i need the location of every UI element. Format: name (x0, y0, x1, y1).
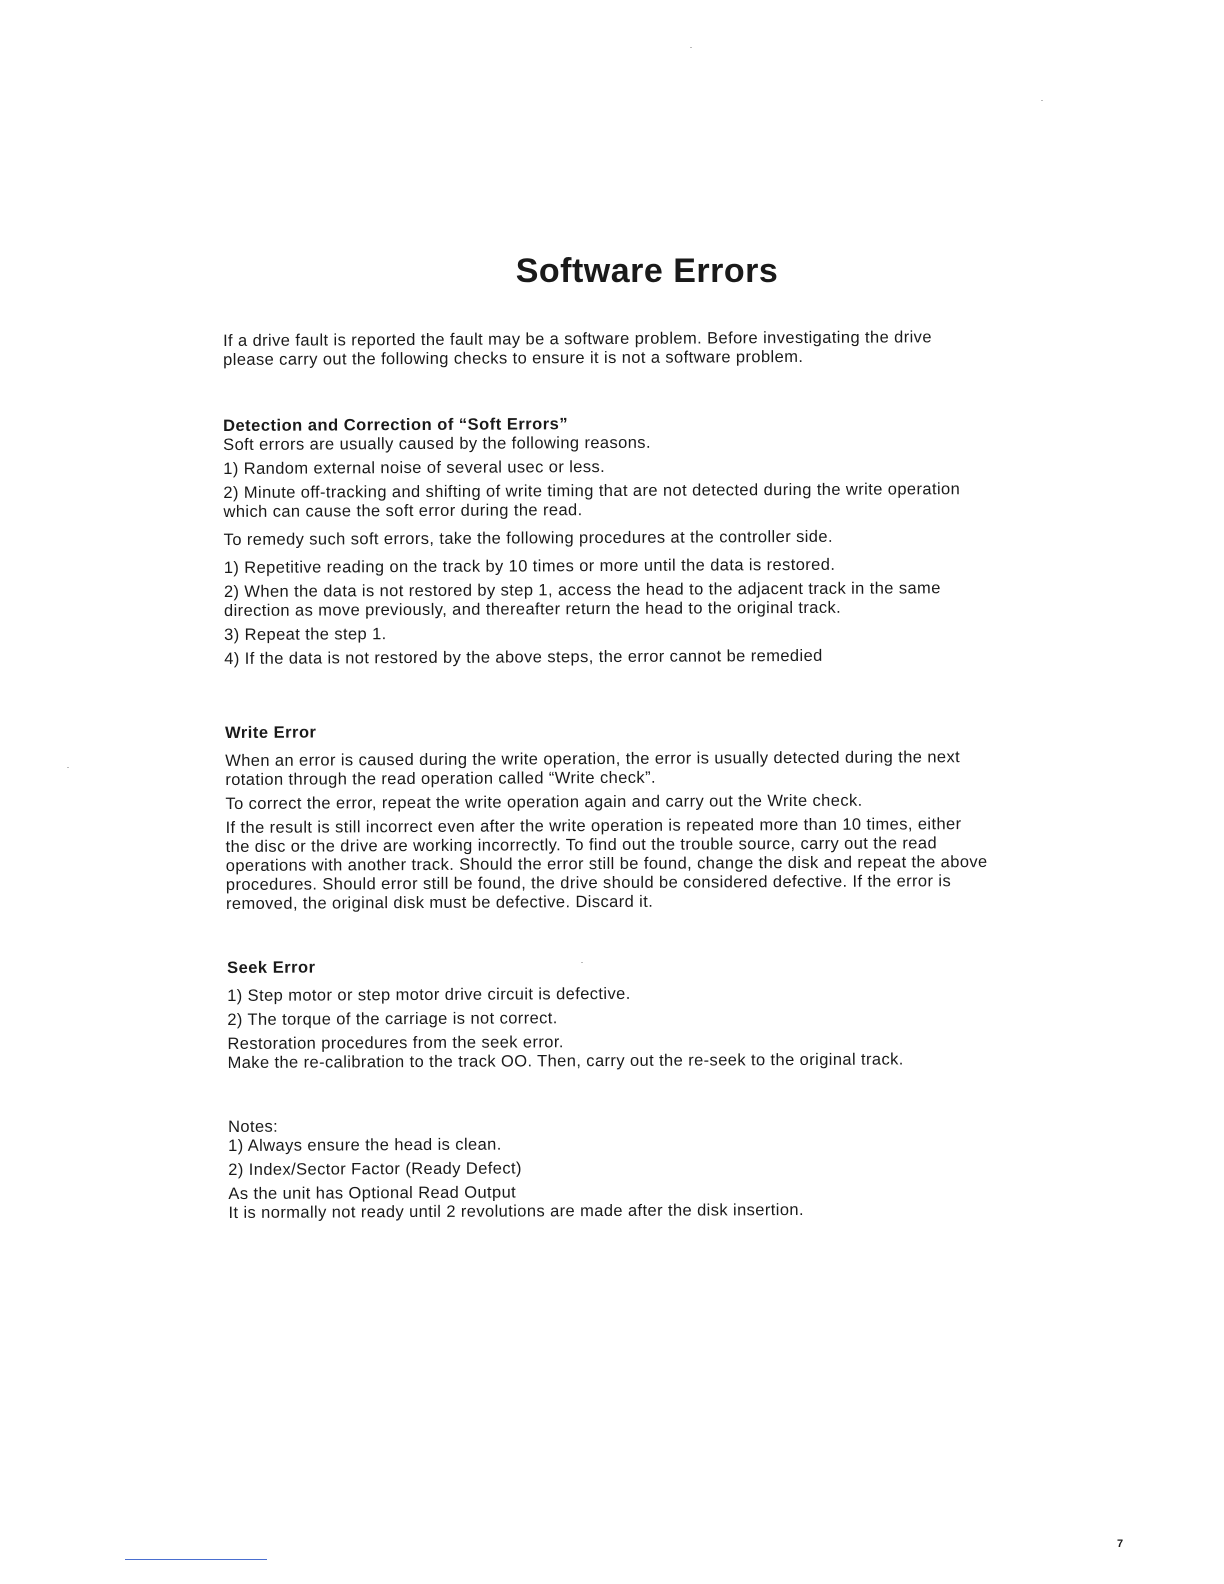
section-heading: Write Error (225, 723, 317, 742)
section-heading: Seek Error (227, 958, 316, 977)
text-line: direction as move previously, and thereafter return the head to the original track. (223, 598, 842, 620)
seek-error-section (227, 954, 1098, 1073)
text-line: To remedy such soft errors, take the following procedures at the controller side. (223, 527, 833, 549)
list-item: 1) Random external noise of several usec or less. (223, 458, 606, 478)
text-line: When an error is caused during the write operation, the error is usually detected during the next (225, 748, 961, 770)
text-line: Make the re-calibration to the track OO. Then, carry out the re-seek to the original track. (227, 1050, 904, 1072)
list-item: 2) The torque of the carriage is not correct. (227, 1009, 558, 1029)
list-item: 1) Repetitive reading on the track by 10 times or more until the data is restored. (223, 555, 836, 577)
list-item: 2) When the data is not restored by step 1, access the head to the adjacent track in the same (223, 579, 941, 601)
text-line: procedures. Should error still be found, the drive should be considered defective. If the error is (225, 872, 952, 894)
list-item: 1) Always ensure the head is clean. (228, 1135, 502, 1155)
text-line: operations with another track. Should the error still be found, change the disk and repeat the above (225, 853, 988, 875)
text-line: To correct the error, repeat the write operation again and carry out the Write check. (225, 791, 863, 813)
section-heading: Detection and Correction of “Soft Errors” (223, 415, 569, 435)
text-line: It is normally not ready until 2 revolutions are made after the disk insertion. (228, 1200, 804, 1222)
text-line: which can cause the soft error during the read. (223, 501, 583, 521)
page-number: 7 (1117, 1538, 1124, 1550)
page-title: Software Errors (515, 252, 779, 290)
list-item: 1) Step motor or step motor drive circuit is defective. (227, 984, 631, 1005)
soft-errors-section (223, 412, 1094, 669)
intro-paragraph (223, 327, 1093, 370)
text-line: If the result is still incorrect even after the write operation is repeated more than 10 times, either (225, 815, 962, 837)
text-line: removed, the original disk must be defective. Discard it. (225, 892, 654, 913)
text-line: Restoration procedures from the seek error. (227, 1033, 564, 1053)
list-item: 2) Minute off-tracking and shifting of write timing that are not detected during the write operation (223, 480, 961, 502)
scan-speck (1041, 100, 1043, 101)
text-line: If a drive fault is reported the fault may be a software problem. Before investigating the drive (223, 328, 932, 350)
text-line: please carry out the following checks to ensure it is not a software problem. (223, 347, 804, 369)
write-error-section (225, 719, 1096, 914)
list-item: 2) Index/Sector Factor (Ready Defect) (228, 1159, 522, 1179)
footer-rule (125, 1559, 267, 1560)
notes-section (228, 1113, 1099, 1223)
list-item: 4) If the data is not restored by the above steps, the error cannot be remedied (224, 646, 823, 668)
list-item: 3) Repeat the step 1. (224, 625, 387, 644)
text-line: Soft errors are usually caused by the following reasons. (223, 433, 651, 454)
scan-speck (67, 767, 69, 768)
text-line: the disc or the drive are working incorrectly. To find out the trouble source, carry out the read (225, 834, 938, 856)
scan-speck (690, 47, 692, 48)
text-line: As the unit has Optional Read Output (228, 1183, 517, 1203)
notes-label: Notes: (228, 1117, 279, 1136)
text-line: rotation through the read operation called “Write check”. (225, 768, 656, 789)
